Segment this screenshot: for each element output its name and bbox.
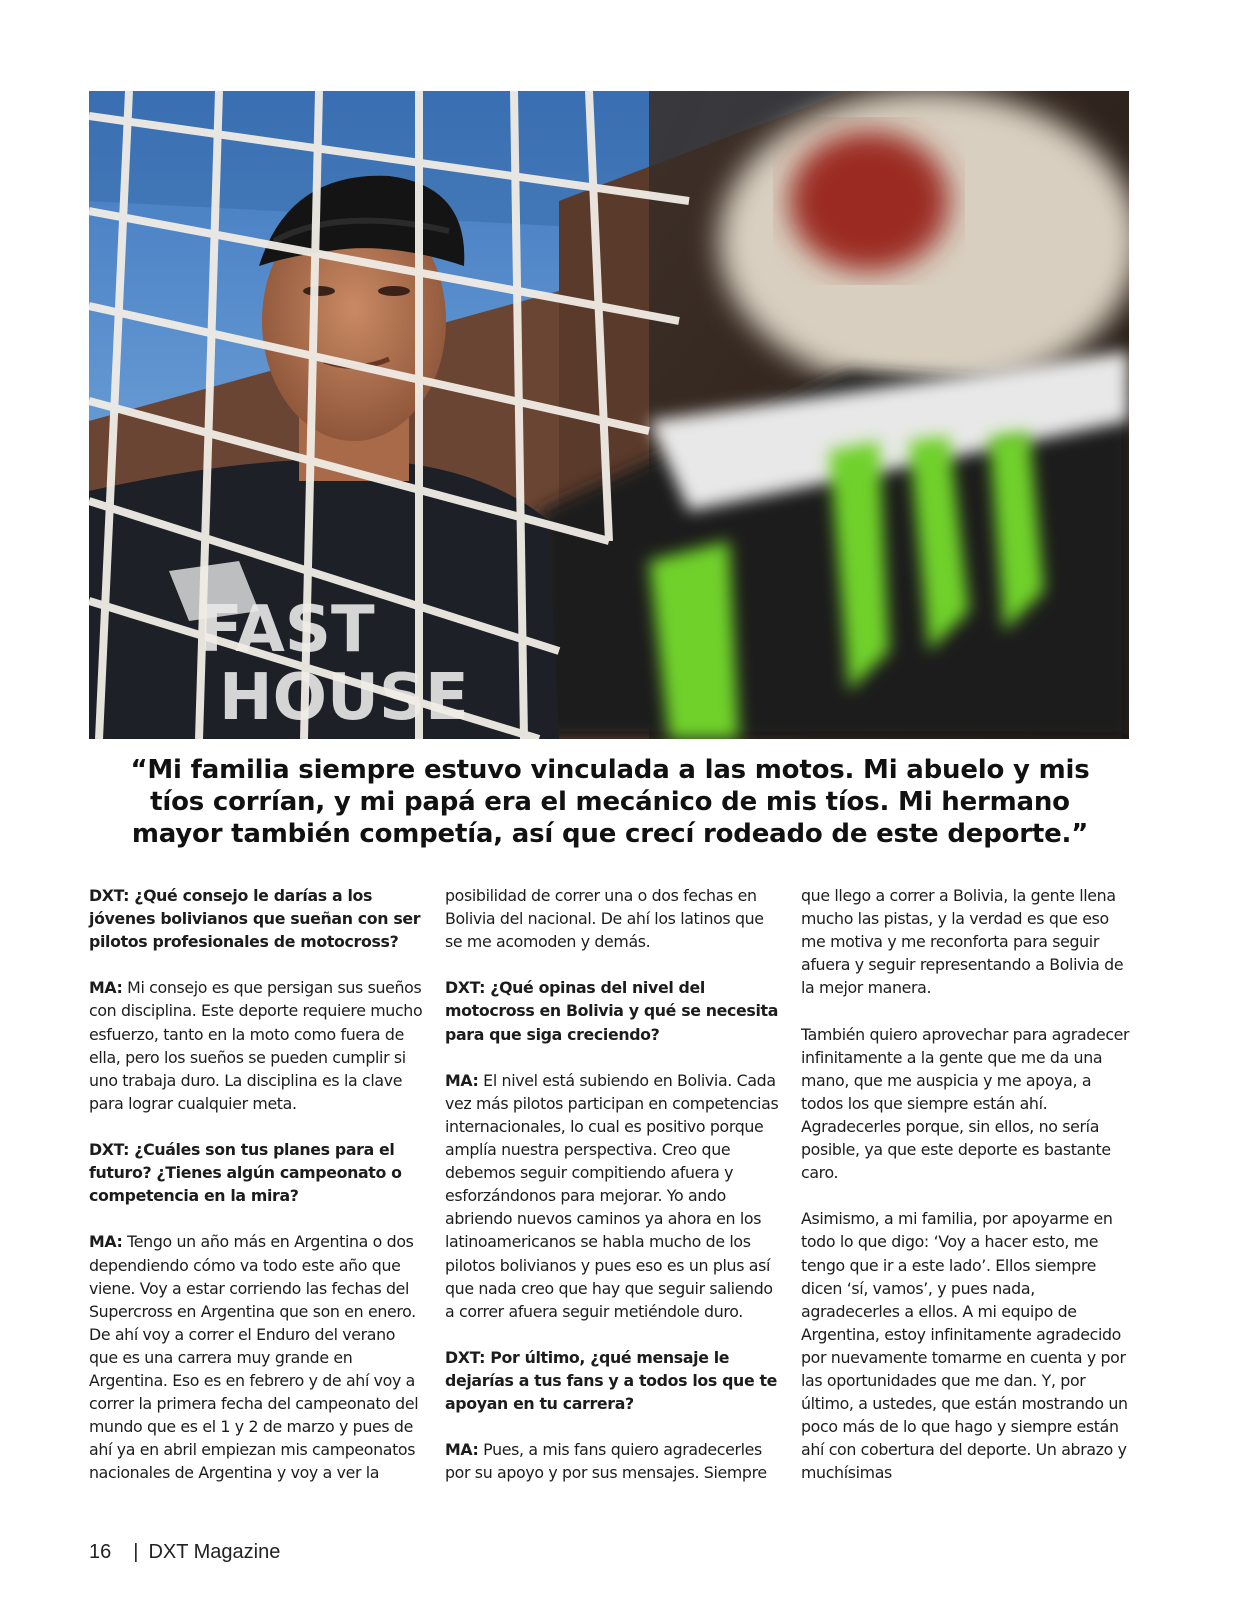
pull-quote: “Mi familia siempre estuvo vinculada a las motos. Mi abuelo y mis tíos corrían, y mi papá era el mecánico de mis tíos. Mi hermano mayor también competía, así que crecí rodeado de este deporte.”	[130, 755, 1090, 849]
answer-text: Tengo un año más en Argentina o dos dependiendo cómo va todo este año que viene. Voy a estar corriendo las fechas del Supercross en Argentina que son en enero. De ahí voy a correr el Enduro del verano que es una carrera muy grande en Argentina. Eso es en febrero y de ahí voy a correr la primera fecha del campeonato del mundo que es el 1 y 2 de marzo y pues de ahí ya en abril empiezan mis campeonatos nacionales de Argentina y voy a ver la	[89, 1232, 419, 1483]
article-column-1	[89, 884, 424, 1484]
answer-3	[445, 1069, 780, 1323]
article-photo	[89, 91, 1129, 739]
article-column-3	[801, 884, 1136, 1484]
article-column-2	[445, 884, 780, 1484]
question-1: DXT: ¿Qué consejo le darías a los jóvenes bolivianos que sueñan con ser pilotos profesionales de motocross?	[89, 886, 421, 952]
question-3: DXT: ¿Qué opinas del nivel del motocross en Bolivia y qué se necesita para que siga creciendo?	[445, 978, 779, 1044]
answer-1	[89, 976, 424, 1115]
answer-4-continued: que llego a correr a Bolivia, la gente llena mucho las pistas, y la verdad es que eso me motiva y me reconforta para seguir afuera y seguir representando a Bolivia de la mejor manera.	[801, 886, 1124, 998]
answer-2-continued: posibilidad de correr una o dos fechas en Bolivia del nacional. De ahí los latinos que se me acomoden y demás.	[445, 886, 764, 952]
page-number: 16	[89, 1541, 112, 1563]
answer-label: MA:	[89, 1232, 123, 1252]
question-4: DXT: Por último, ¿qué mensaje le dejarías a tus fans y a todos los que te apoyan en tu carrera?	[445, 1347, 778, 1414]
answer-4-paragraph-2: También quiero aprovechar para agradecer infinitamente a la gente que me da una mano, que me auspicia y me apoya, a todos los que siempre están ahí. Agradecerles porque, sin ellos, no sería posible, ya que este deporte es bastante caro.	[801, 1024, 1130, 1183]
answer-2	[89, 1230, 424, 1484]
answer-text: El nivel está subiendo en Bolivia. Cada vez más pilotos participan en competencias internacionales, lo cual es positivo porque amplía nuestra perspectiva. Creo que debemos seguir compitiendo afuera y esforzándonos para mejorar. Yo ando abriendo nuevos caminos ya ahora en los latinoamericanos se habla mucho de los pilotos bolivianos y pues eso es un plus así que nada creo que hay que seguir saliendo a correr afuera seguir metiéndole duro.	[445, 1070, 779, 1321]
answer-text: Mi consejo es que persigan sus sueños con disciplina. Este deporte requiere mucho esfuerzo, tanto en la moto como fuera de ella, pero los sueños se pueden cumplir si uno trabaja duro. La disciplina es la clave para lograr cualquier meta.	[89, 978, 423, 1113]
svg-text:FAST: FAST	[199, 593, 375, 667]
footer-separator: |	[133, 1541, 139, 1563]
answer-label: MA:	[445, 1070, 479, 1090]
answer-label: MA:	[89, 978, 123, 998]
question-2: DXT: ¿Cuáles son tus planes para el futuro? ¿Tienes algún campeonato o competencia en la mira?	[89, 1140, 402, 1206]
answer-4-paragraph-3: Asimismo, a mi familia, por apoyarme en todo lo que digo: ‘Voy a hacer esto, me tengo que ir a este lado’. Ellos siempre dicen ‘sí, vamos’, y pues nada, agradecerles a ellos. A mi equipo de Argentina, estoy infinitamente agradecido por nuevamente tomarme en cuenta y por las oportunidades que me dan. Y, por último, a ustedes, que están mostrando un poco más de lo que hago y siempre están ahí con cobertura del deporte. Un abrazo y muchísimas	[801, 1209, 1128, 1483]
magazine-name: DXT Magazine	[148, 1541, 281, 1563]
page-footer	[89, 1541, 280, 1564]
answer-text: Pues, a mis fans quiero agradecerles por su apoyo y por sus mensajes. Siempre	[445, 1440, 767, 1483]
answer-label: MA:	[445, 1440, 479, 1460]
svg-text:HOUSE: HOUSE	[219, 661, 469, 735]
rider-photo-illustration	[89, 91, 1129, 739]
answer-4	[445, 1438, 780, 1484]
